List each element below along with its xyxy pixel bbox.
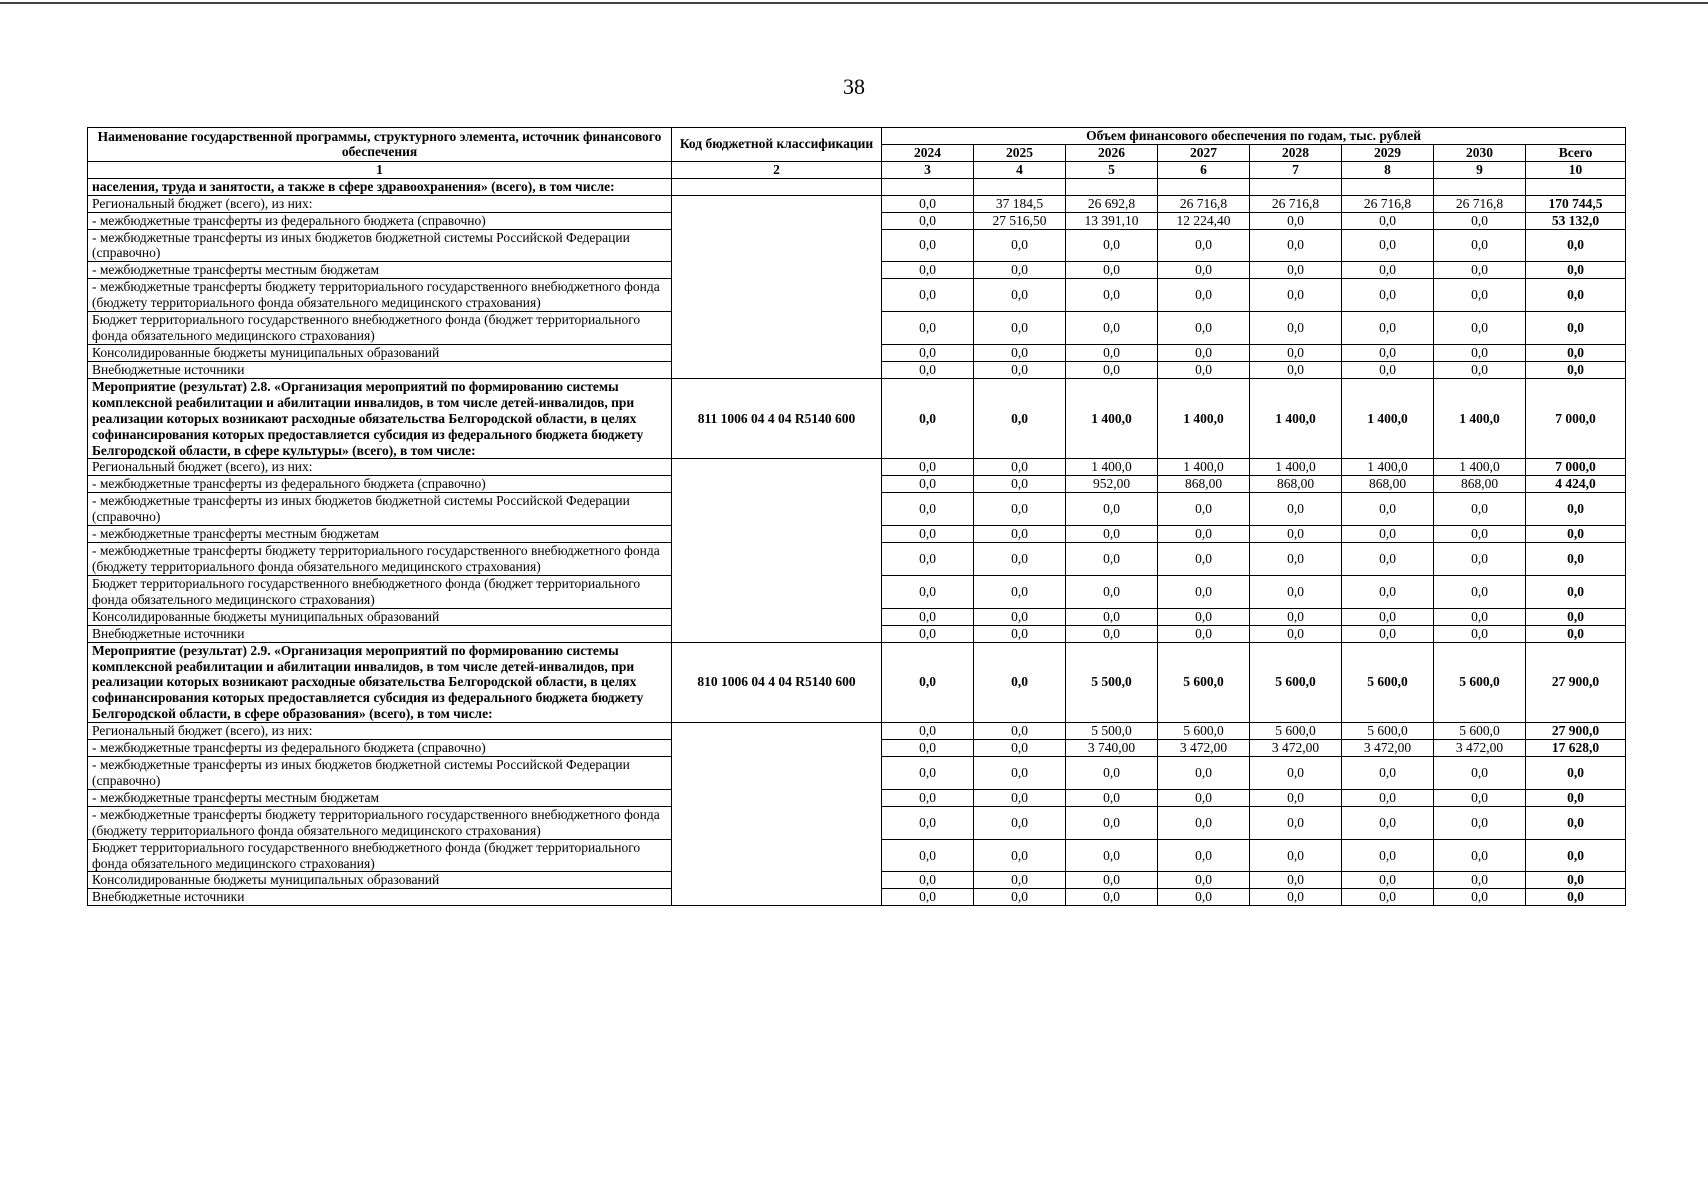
value-cell: 0,0 (1250, 806, 1342, 839)
value-cell: 0,0 (1250, 312, 1342, 345)
value-cell (1066, 178, 1158, 195)
value-cell: 3 472,00 (1342, 740, 1434, 757)
value-cell: 0,0 (1066, 872, 1158, 889)
value-cell: 0,0 (974, 872, 1066, 889)
value-cell: 0,0 (1066, 279, 1158, 312)
column-numbers-row (88, 161, 1626, 178)
value-cell: 0,0 (1342, 312, 1434, 345)
value-cell: 0,0 (1158, 361, 1250, 378)
value-cell: 0,0 (974, 740, 1066, 757)
value-cell: 0,0 (1434, 212, 1526, 229)
value-cell: 1 400,0 (1434, 459, 1526, 476)
row-label: - межбюджетные трансферты местным бюджетам (88, 526, 672, 543)
table-header (88, 128, 1626, 179)
value-cell: 26 716,8 (1434, 195, 1526, 212)
value-cell: 53 132,0 (1526, 212, 1626, 229)
value-cell: 0,0 (1250, 789, 1342, 806)
section-title: Мероприятие (результат) 2.8. «Организация мероприятий по формированию системы комплексной реабилитации и абилитации инвалидов, в том числе детей-инвалидов, при реализации которых возникают расходные обязательства Белгородской области, в целях софинансирования которых предоставляется субсидия из федерального бюджета бюджету Белгородской области, в сфере культуры» (всего), в том числе: (88, 378, 672, 459)
row-label: Бюджет территориального государственного внебюджетного фонда (бюджет территориального фонда обязательного медицинского страхования) (88, 575, 672, 608)
value-cell: 5 500,0 (1066, 723, 1158, 740)
row-label: Консолидированные бюджеты муниципальных образований (88, 872, 672, 889)
value-cell: 0,0 (974, 642, 1066, 723)
value-cell: 0,0 (882, 642, 974, 723)
value-cell: 0,0 (1342, 806, 1434, 839)
value-cell: 0,0 (1066, 757, 1158, 790)
value-cell: 27 900,0 (1526, 723, 1626, 740)
value-cell: 5 600,0 (1434, 642, 1526, 723)
value-cell: 868,00 (1158, 476, 1250, 493)
value-cell: 0,0 (1250, 212, 1342, 229)
value-cell: 0,0 (974, 312, 1066, 345)
code-cell-empty (672, 195, 882, 378)
value-cell: 0,0 (1434, 361, 1526, 378)
header-year: 2027 (1158, 144, 1250, 161)
value-cell: 0,0 (1342, 262, 1434, 279)
value-cell: 0,0 (1434, 806, 1526, 839)
section-title: Мероприятие (результат) 2.9. «Организация мероприятий по формированию системы комплексной реабилитации и абилитации инвалидов, в том числе детей-инвалидов, при реализации которых возникают расходные обязательства Белгородской области, в целях софинансирования которых предоставляется субсидия из федерального бюджета бюджету Белгородской области, в сфере образования» (всего), в том числе: (88, 642, 672, 723)
value-cell: 0,0 (974, 723, 1066, 740)
row-label: Внебюджетные источники (88, 889, 672, 906)
value-cell: 0,0 (1342, 839, 1434, 872)
value-cell: 37 184,5 (974, 195, 1066, 212)
value-cell: 0,0 (1250, 575, 1342, 608)
value-cell: 1 400,0 (1250, 459, 1342, 476)
value-cell: 0,0 (1342, 872, 1434, 889)
value-cell: 952,00 (1066, 476, 1158, 493)
value-cell: 0,0 (1526, 839, 1626, 872)
value-cell: 0,0 (1158, 262, 1250, 279)
header-name: Наименование государственной программы, структурного элемента, источник финансового обеспечения (88, 128, 672, 162)
value-cell: 0,0 (1158, 344, 1250, 361)
row-label: - межбюджетные трансферты местным бюджетам (88, 262, 672, 279)
column-number: 6 (1158, 161, 1250, 178)
budget-code: 810 1006 04 4 04 R5140 600 (672, 642, 882, 723)
value-cell: 0,0 (882, 526, 974, 543)
value-cell: 0,0 (882, 625, 974, 642)
value-cell: 0,0 (1342, 889, 1434, 906)
value-cell: 0,0 (1066, 889, 1158, 906)
value-cell: 0,0 (1526, 625, 1626, 642)
value-cell: 0,0 (1434, 789, 1526, 806)
value-cell: 0,0 (1250, 608, 1342, 625)
value-cell: 0,0 (1066, 625, 1158, 642)
value-cell: 0,0 (882, 195, 974, 212)
value-cell (1342, 178, 1434, 195)
value-cell: 0,0 (1434, 312, 1526, 345)
value-cell: 0,0 (974, 476, 1066, 493)
value-cell: 0,0 (1526, 789, 1626, 806)
value-cell: 0,0 (1158, 279, 1250, 312)
value-cell: 1 400,0 (1066, 459, 1158, 476)
value-cell: 0,0 (1066, 526, 1158, 543)
value-cell: 1 400,0 (1066, 378, 1158, 459)
value-cell: 0,0 (1158, 543, 1250, 576)
value-cell: 0,0 (1250, 279, 1342, 312)
value-cell: 0,0 (1342, 543, 1434, 576)
value-cell: 0,0 (882, 740, 974, 757)
budget-code (672, 178, 882, 195)
row-label: - межбюджетные трансферты бюджету территориального государственного внебюджетного фонда (бюджету территориального фонда обязательного медицинского страхования) (88, 543, 672, 576)
value-cell: 868,00 (1434, 476, 1526, 493)
value-cell: 0,0 (1158, 312, 1250, 345)
value-cell: 0,0 (1526, 361, 1626, 378)
value-cell: 0,0 (882, 476, 974, 493)
value-cell: 0,0 (1250, 543, 1342, 576)
value-cell (974, 178, 1066, 195)
value-cell: 0,0 (1250, 526, 1342, 543)
value-cell: 0,0 (1342, 625, 1434, 642)
value-cell: 0,0 (974, 789, 1066, 806)
value-cell: 0,0 (974, 625, 1066, 642)
value-cell: 0,0 (1526, 312, 1626, 345)
row-label: - межбюджетные трансферты местным бюджетам (88, 789, 672, 806)
value-cell: 0,0 (1250, 625, 1342, 642)
value-cell: 0,0 (882, 212, 974, 229)
value-cell: 0,0 (974, 378, 1066, 459)
value-cell: 0,0 (1526, 262, 1626, 279)
value-cell: 0,0 (882, 872, 974, 889)
value-cell: 12 224,40 (1158, 212, 1250, 229)
value-cell: 0,0 (1066, 493, 1158, 526)
value-cell: 0,0 (882, 575, 974, 608)
row-label: - межбюджетные трансферты из федерального бюджета (справочно) (88, 740, 672, 757)
value-cell: 0,0 (1066, 839, 1158, 872)
row-label: - межбюджетные трансферты бюджету территориального государственного внебюджетного фонда (бюджету территориального фонда обязательного медицинского страхования) (88, 279, 672, 312)
value-cell: 1 400,0 (1158, 378, 1250, 459)
value-cell: 7 000,0 (1526, 378, 1626, 459)
budget-code: 811 1006 04 4 04 R5140 600 (672, 378, 882, 459)
row-label: - межбюджетные трансферты из иных бюджетов бюджетной системы Российской Федерации (справочно) (88, 757, 672, 790)
value-cell: 0,0 (1158, 889, 1250, 906)
value-cell: 26 716,8 (1158, 195, 1250, 212)
value-cell: 0,0 (1526, 229, 1626, 262)
value-cell: 0,0 (1434, 839, 1526, 872)
value-cell: 0,0 (882, 361, 974, 378)
value-cell: 0,0 (974, 229, 1066, 262)
value-cell: 0,0 (1250, 872, 1342, 889)
value-cell: 0,0 (1250, 493, 1342, 526)
value-cell: 0,0 (1066, 806, 1158, 839)
column-number: 3 (882, 161, 974, 178)
value-cell: 0,0 (1526, 889, 1626, 906)
section-row (88, 178, 1626, 195)
value-cell: 0,0 (1342, 279, 1434, 312)
value-cell: 0,0 (1526, 608, 1626, 625)
budget-table (87, 127, 1626, 906)
value-cell: 0,0 (974, 344, 1066, 361)
value-cell: 0,0 (1066, 543, 1158, 576)
value-cell: 0,0 (1526, 493, 1626, 526)
value-cell: 0,0 (1434, 625, 1526, 642)
value-cell: 0,0 (974, 575, 1066, 608)
value-cell: 0,0 (1434, 493, 1526, 526)
value-cell (1250, 178, 1342, 195)
value-cell: 5 600,0 (1434, 723, 1526, 740)
header-volume: Объем финансового обеспечения по годам, тыс. рублей (882, 128, 1626, 145)
value-cell: 0,0 (1526, 543, 1626, 576)
value-cell: 0,0 (1158, 608, 1250, 625)
value-cell: 0,0 (1158, 229, 1250, 262)
value-cell: 0,0 (1250, 361, 1342, 378)
value-cell: 0,0 (1434, 543, 1526, 576)
row-label: - межбюджетные трансферты из федерального бюджета (справочно) (88, 212, 672, 229)
section-row (88, 378, 1626, 459)
value-cell: 0,0 (1526, 575, 1626, 608)
value-cell: 0,0 (974, 459, 1066, 476)
value-cell: 0,0 (1526, 806, 1626, 839)
value-cell: 0,0 (882, 757, 974, 790)
value-cell (1526, 178, 1626, 195)
header-year: 2025 (974, 144, 1066, 161)
value-cell: 0,0 (1434, 526, 1526, 543)
row-label: Региональный бюджет (всего), из них: (88, 459, 672, 476)
value-cell: 1 400,0 (1158, 459, 1250, 476)
value-cell: 0,0 (1158, 526, 1250, 543)
value-cell: 0,0 (1066, 361, 1158, 378)
value-cell: 0,0 (1342, 575, 1434, 608)
header-year: 2029 (1342, 144, 1434, 161)
page-number: 38 (843, 74, 865, 99)
header-year: 2026 (1066, 144, 1158, 161)
value-cell: 0,0 (1342, 608, 1434, 625)
column-number: 5 (1066, 161, 1158, 178)
row-label: Внебюджетные источники (88, 625, 672, 642)
value-cell: 0,0 (1434, 279, 1526, 312)
value-cell: 0,0 (1066, 575, 1158, 608)
value-cell: 0,0 (974, 279, 1066, 312)
value-cell: 0,0 (974, 608, 1066, 625)
value-cell: 0,0 (882, 789, 974, 806)
value-cell: 0,0 (1434, 229, 1526, 262)
value-cell: 0,0 (882, 378, 974, 459)
value-cell: 0,0 (1342, 526, 1434, 543)
value-cell: 0,0 (882, 889, 974, 906)
value-cell: 0,0 (1158, 625, 1250, 642)
row-label: - межбюджетные трансферты из иных бюджетов бюджетной системы Российской Федерации (справочно) (88, 493, 672, 526)
value-cell: 26 716,8 (1342, 195, 1434, 212)
value-cell: 3 472,00 (1158, 740, 1250, 757)
value-cell: 0,0 (1066, 262, 1158, 279)
value-cell: 4 424,0 (1526, 476, 1626, 493)
value-cell: 13 391,10 (1066, 212, 1158, 229)
table-row (88, 195, 1626, 212)
top-rule (0, 2, 1708, 4)
value-cell: 0,0 (882, 839, 974, 872)
row-label: Консолидированные бюджеты муниципальных образований (88, 608, 672, 625)
value-cell: 0,0 (1526, 872, 1626, 889)
column-number: 7 (1250, 161, 1342, 178)
value-cell: 7 000,0 (1526, 459, 1626, 476)
value-cell: 868,00 (1250, 476, 1342, 493)
value-cell: 5 600,0 (1342, 723, 1434, 740)
value-cell: 0,0 (974, 262, 1066, 279)
value-cell: 0,0 (1158, 839, 1250, 872)
value-cell: 0,0 (1526, 279, 1626, 312)
value-cell: 0,0 (1158, 757, 1250, 790)
value-cell: 0,0 (1250, 229, 1342, 262)
value-cell: 0,0 (1342, 229, 1434, 262)
value-cell: 0,0 (1158, 493, 1250, 526)
value-cell: 3 472,00 (1250, 740, 1342, 757)
value-cell: 5 600,0 (1158, 642, 1250, 723)
value-cell: 26 716,8 (1250, 195, 1342, 212)
value-cell: 0,0 (1342, 344, 1434, 361)
value-cell: 0,0 (1434, 344, 1526, 361)
table-body (88, 178, 1626, 906)
value-cell: 0,0 (1526, 344, 1626, 361)
value-cell: 0,0 (882, 806, 974, 839)
value-cell: 5 600,0 (1250, 642, 1342, 723)
value-cell: 0,0 (974, 493, 1066, 526)
value-cell: 0,0 (1250, 839, 1342, 872)
value-cell: 5 600,0 (1250, 723, 1342, 740)
code-cell-empty (672, 459, 882, 642)
row-label: Бюджет территориального государственного внебюджетного фонда (бюджет территориального фонда обязательного медицинского страхования) (88, 312, 672, 345)
value-cell: 1 400,0 (1342, 378, 1434, 459)
value-cell (1434, 178, 1526, 195)
row-label: Бюджет территориального государственного внебюджетного фонда (бюджет территориального фонда обязательного медицинского страхования) (88, 839, 672, 872)
value-cell: 0,0 (974, 361, 1066, 378)
value-cell: 0,0 (1434, 872, 1526, 889)
section-row (88, 642, 1626, 723)
value-cell: 0,0 (1434, 262, 1526, 279)
value-cell: 26 692,8 (1066, 195, 1158, 212)
value-cell: 1 400,0 (1434, 378, 1526, 459)
value-cell: 0,0 (1434, 575, 1526, 608)
value-cell: 5 600,0 (1342, 642, 1434, 723)
column-number: 4 (974, 161, 1066, 178)
value-cell: 3 740,00 (1066, 740, 1158, 757)
value-cell: 0,0 (882, 312, 974, 345)
value-cell: 5 500,0 (1066, 642, 1158, 723)
value-cell: 0,0 (974, 839, 1066, 872)
value-cell: 0,0 (1342, 757, 1434, 790)
value-cell: 0,0 (1066, 608, 1158, 625)
value-cell: 27 900,0 (1526, 642, 1626, 723)
column-number: 8 (1342, 161, 1434, 178)
value-cell: 0,0 (1342, 212, 1434, 229)
value-cell: 0,0 (882, 344, 974, 361)
value-cell (1158, 178, 1250, 195)
value-cell: 0,0 (1342, 361, 1434, 378)
value-cell: 3 472,00 (1434, 740, 1526, 757)
value-cell: 0,0 (1434, 889, 1526, 906)
column-number: 1 (88, 161, 672, 178)
value-cell: 0,0 (1158, 575, 1250, 608)
value-cell: 5 600,0 (1158, 723, 1250, 740)
column-number: 2 (672, 161, 882, 178)
value-cell: 0,0 (1434, 608, 1526, 625)
table-row (88, 459, 1626, 476)
value-cell: 0,0 (882, 459, 974, 476)
value-cell: 0,0 (1250, 757, 1342, 790)
row-label: - межбюджетные трансферты бюджету территориального государственного внебюджетного фонда (бюджету территориального фонда обязательного медицинского страхования) (88, 806, 672, 839)
value-cell: 0,0 (1526, 757, 1626, 790)
value-cell: 0,0 (1250, 262, 1342, 279)
row-label: - межбюджетные трансферты из иных бюджетов бюджетной системы Российской Федерации (справочно) (88, 229, 672, 262)
value-cell: 0,0 (882, 279, 974, 312)
value-cell: 0,0 (974, 526, 1066, 543)
value-cell: 0,0 (1250, 344, 1342, 361)
value-cell: 0,0 (974, 757, 1066, 790)
value-cell: 0,0 (1066, 312, 1158, 345)
code-cell-empty (672, 723, 882, 906)
value-cell: 0,0 (1526, 526, 1626, 543)
value-cell (882, 178, 974, 195)
value-cell: 1 400,0 (1342, 459, 1434, 476)
header-year: 2030 (1434, 144, 1526, 161)
value-cell: 0,0 (1158, 806, 1250, 839)
header-year: Всего (1526, 144, 1626, 161)
value-cell: 0,0 (1066, 344, 1158, 361)
value-cell: 0,0 (974, 543, 1066, 576)
row-label: Региональный бюджет (всего), из них: (88, 195, 672, 212)
value-cell: 0,0 (1342, 789, 1434, 806)
value-cell: 1 400,0 (1250, 378, 1342, 459)
row-label: - межбюджетные трансферты из федерального бюджета (справочно) (88, 476, 672, 493)
value-cell: 170 744,5 (1526, 195, 1626, 212)
value-cell: 0,0 (1158, 872, 1250, 889)
value-cell: 0,0 (1066, 789, 1158, 806)
value-cell: 0,0 (1434, 757, 1526, 790)
value-cell: 0,0 (882, 493, 974, 526)
column-number: 9 (1434, 161, 1526, 178)
header-year: 2028 (1250, 144, 1342, 161)
column-number: 10 (1526, 161, 1626, 178)
value-cell: 17 628,0 (1526, 740, 1626, 757)
value-cell: 0,0 (974, 806, 1066, 839)
value-cell: 0,0 (882, 229, 974, 262)
value-cell: 0,0 (1158, 789, 1250, 806)
value-cell: 0,0 (882, 723, 974, 740)
value-cell: 0,0 (882, 262, 974, 279)
row-label: Внебюджетные источники (88, 361, 672, 378)
table-row (88, 723, 1626, 740)
value-cell: 0,0 (882, 543, 974, 576)
section-title: населения, труда и занятости, а также в сфере здравоохранения» (всего), в том числе: (88, 178, 672, 195)
value-cell: 0,0 (974, 889, 1066, 906)
value-cell: 0,0 (882, 608, 974, 625)
value-cell: 868,00 (1342, 476, 1434, 493)
value-cell: 0,0 (1066, 229, 1158, 262)
header-year: 2024 (882, 144, 974, 161)
value-cell: 0,0 (1250, 889, 1342, 906)
header-code: Код бюджетной классификации (672, 128, 882, 162)
row-label: Консолидированные бюджеты муниципальных образований (88, 344, 672, 361)
value-cell: 0,0 (1342, 493, 1434, 526)
row-label: Региональный бюджет (всего), из них: (88, 723, 672, 740)
value-cell: 27 516,50 (974, 212, 1066, 229)
